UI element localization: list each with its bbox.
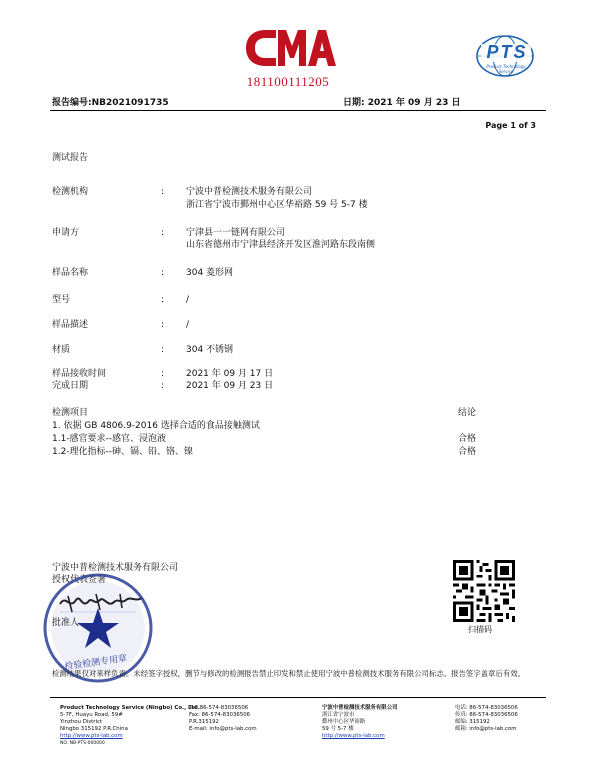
cma-logo — [236, 20, 340, 92]
label-sample-name: 样品名称 — [52, 268, 89, 278]
footer-line: Fax: 86-574-83036506 — [189, 712, 251, 718]
report-title: 测试报告 — [52, 153, 89, 163]
test-items-header: 检测项目 — [52, 408, 89, 418]
sample-description: / — [186, 320, 190, 330]
label-sample-description: 样品描述 — [52, 320, 89, 330]
footer-doc-code: NO. NB-PTS-000000 — [60, 741, 105, 746]
testing-agency-address: 浙江省宁波市鄞州中心区华裕路 59 号 5-7 楼 — [186, 200, 368, 210]
colon: : — [161, 187, 165, 197]
label-model: 型号 — [52, 295, 71, 305]
footer-line: 邮编: 315192 — [455, 719, 490, 725]
footer-col-cn-address — [322, 705, 397, 740]
colon: : — [161, 381, 165, 391]
label-testing-agency: 检测机构 — [52, 187, 89, 197]
receive-date: 2021 年 09 月 17 日 — [186, 369, 274, 379]
disclaimer: 检测结果仅对来样负责。未经签字授权，删节与修改的检测报告禁止印发和禁止使用宁波中普检测技术服务有限公司标志。报告签字盖章后有效。 — [52, 669, 526, 678]
complete-date: 2021 年 09 月 23 日 — [186, 381, 274, 391]
footer-col-en-address — [60, 705, 200, 747]
test-item: 1. 依据 GB 4806.9-2016 选择合适的食品接触测试 — [52, 421, 260, 431]
qr-code-icon — [453, 560, 515, 622]
pts-subtitle: Product Technology Service — [486, 64, 526, 74]
report-number: 报告编号:NB2021091735 — [52, 98, 169, 108]
footer-company-cn: 宁波中普检测技术服务有限公司 — [322, 705, 398, 711]
signing-company: 宁波中普检测技术服务有限公司 — [52, 563, 179, 573]
label-material: 材质 — [52, 345, 71, 355]
footer-email[interactable]: E-mail: info@pts-lab.com — [189, 726, 257, 732]
label-complete-date: 完成日期 — [52, 381, 89, 391]
header-rule — [50, 110, 546, 111]
footer-line: Yinzhou District — [60, 719, 103, 725]
colon: : — [161, 228, 165, 238]
applicant-name: 宁津县一一链网有限公司 — [186, 228, 286, 238]
report-date: 日期: 2021 年 09 月 23 日 — [343, 98, 461, 108]
test-item: 1.2-理化指标--砷、镉、铅、铬、镍 — [52, 447, 194, 457]
model-value: / — [186, 295, 190, 305]
footer-line: Tel: 86-574-83036506 — [189, 705, 249, 711]
footer-line: 浙江省宁波市 — [322, 712, 355, 718]
colon: : — [161, 295, 165, 305]
label-receive-date: 样品接收时间 — [52, 369, 107, 379]
cma-logo-mark — [236, 20, 340, 80]
qr-caption: 扫描码 — [468, 625, 492, 634]
conclusion-header: 结论 — [458, 408, 477, 418]
sample-name: 304 菱形网 — [186, 268, 234, 278]
page-number: Page 1 of 3 — [485, 121, 536, 130]
footer-line: 传真: 86-574-83036506 — [455, 712, 518, 718]
applicant-address: 山东省德州市宁津县经济开发区淮河路东段南侧 — [186, 240, 376, 250]
colon: : — [161, 345, 165, 355]
footer-line: 电话: 86-574-83036506 — [455, 705, 518, 711]
footer-website-link[interactable]: http://www.pts-lab.com — [322, 733, 385, 739]
footer-company-en: Product Technology Service (Ningbo) Co., Ltd. — [60, 705, 200, 711]
colon: : — [161, 320, 165, 330]
pts-logo — [467, 28, 547, 88]
footer-email[interactable]: 邮箱: info@pts-lab.com — [455, 726, 517, 732]
footer-line: 59 号 5-7 楼 — [322, 726, 354, 732]
footer-line: P.R.315192 — [189, 719, 219, 725]
label-applicant: 申请方 — [52, 228, 80, 238]
footer-line: 鄞州中心区华裕路 — [322, 719, 366, 725]
footer-col-en-contact — [189, 705, 257, 733]
footer-line: Ningbo 315192 P.R.China — [60, 726, 128, 732]
footer-rule — [50, 697, 546, 698]
qr-code — [453, 560, 515, 622]
test-result: 合格 — [458, 447, 477, 457]
colon: : — [161, 268, 165, 278]
authorized-representative: 授权代表签署 — [52, 575, 107, 585]
testing-agency-name: 宁波中普检测技术服务有限公司 — [186, 187, 313, 197]
footer-col-cn-contact — [455, 705, 518, 733]
material-value: 304 不锈钢 — [186, 345, 234, 355]
footer-website-link[interactable]: http://www.pts-lab.com — [60, 733, 123, 739]
cma-number: 181100111205 — [246, 74, 330, 89]
test-result: 合格 — [458, 434, 477, 444]
colon: : — [161, 369, 165, 379]
footer-line: 5-7F, Huayu Road, 59# — [60, 712, 123, 718]
seal-text: 检验检测专用章 — [63, 653, 128, 673]
test-item: 1.1-感官要求--感官、浸泡液 — [52, 434, 167, 444]
pts-wordmark: PTS — [486, 42, 528, 62]
approver-label: 批准人 — [52, 618, 80, 628]
